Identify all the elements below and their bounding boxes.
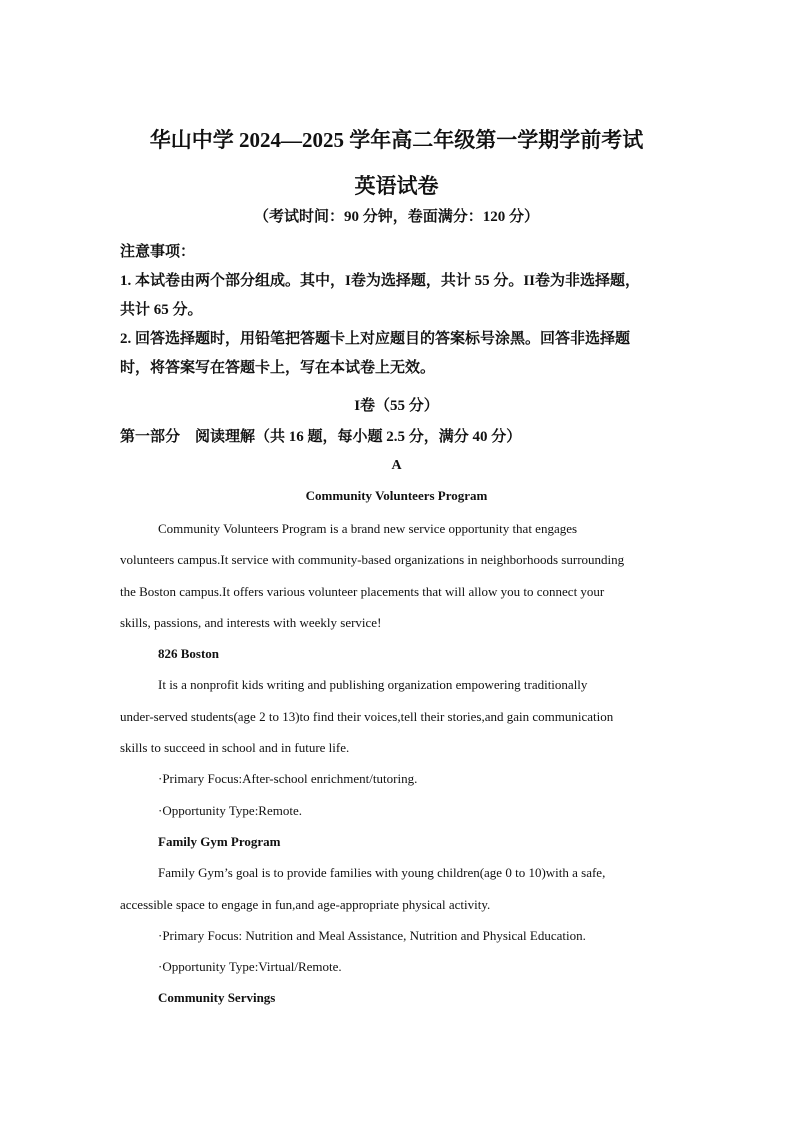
article-body — [120, 513, 675, 1014]
notes-heading: 注意事项： — [120, 244, 196, 260]
article-title: Community Volunteers Program — [305, 488, 488, 503]
paragraph-line: volunteers campus.It service with community-based organizations in neighborhoods surrounding — [120, 552, 625, 568]
focus-item: ·Primary Focus:After-school enrichment/tutoring. — [158, 771, 418, 787]
paragraph-line: the Boston campus.It offers various volunteer placements that will allow you to connect your — [120, 583, 605, 599]
paragraph-line: Community Volunteers Program is a brand new service opportunity that engages — [158, 521, 578, 536]
focus-item: ·Primary Focus: Nutrition and Meal Assistance, Nutrition and Physical Education. — [158, 927, 586, 943]
paragraph-line: under-served students(age 2 to 13)to find their voices,tell their stories,and gain communication — [120, 708, 614, 724]
passage-letter: A — [391, 458, 402, 473]
type-item: ·Opportunity Type:Remote. — [158, 802, 302, 818]
org-heading: Family Gym Program — [158, 833, 281, 849]
part-heading: 第一部分 阅读理解（共 16 题，每小题 2.5 分，满分 40 分） — [120, 429, 522, 445]
notes-line: 1. 本试卷由两个部分组成。其中，I卷为选择题，共计 55 分。II卷为非选择题， — [120, 273, 641, 289]
notes-block — [120, 238, 675, 383]
exam-title: 华山中学 2024—2025 学年高二年级第一学期学前考试 — [149, 128, 644, 152]
org-heading: Community Servings — [158, 990, 276, 1006]
notes-line: 时，将答案写在答题卡上，写在本试卷上无效。 — [120, 360, 436, 376]
exam-time-score: （考试时间：90 分钟，卷面满分：120 分） — [253, 209, 539, 225]
paragraph-line: accessible space to engage in fun,and age-appropriate physical activity. — [120, 896, 491, 912]
paragraph-line: Family Gym’s goal is to provide families with young children(age 0 to 10)with a safe, — [158, 865, 606, 881]
notes-line: 2. 回答选择题时，用铅笔把答题卡上对应题目的答案标号涂黑。回答非选择题 — [120, 331, 631, 347]
exam-subject-title: 英语试卷 — [354, 174, 439, 198]
paragraph-line: skills, passions, and interests with weekly service! — [120, 614, 382, 630]
type-item: ·Opportunity Type:Virtual/Remote. — [158, 959, 342, 975]
paragraph-line: skills to succeed in school and in future life. — [120, 740, 350, 756]
notes-line: 共计 65 分。 — [120, 302, 203, 318]
paragraph-line: It is a nonprofit kids writing and publishing organization empowering traditionally — [158, 677, 588, 693]
section-heading: I卷（55 分） — [354, 398, 439, 414]
org-heading: 826 Boston — [158, 646, 220, 662]
